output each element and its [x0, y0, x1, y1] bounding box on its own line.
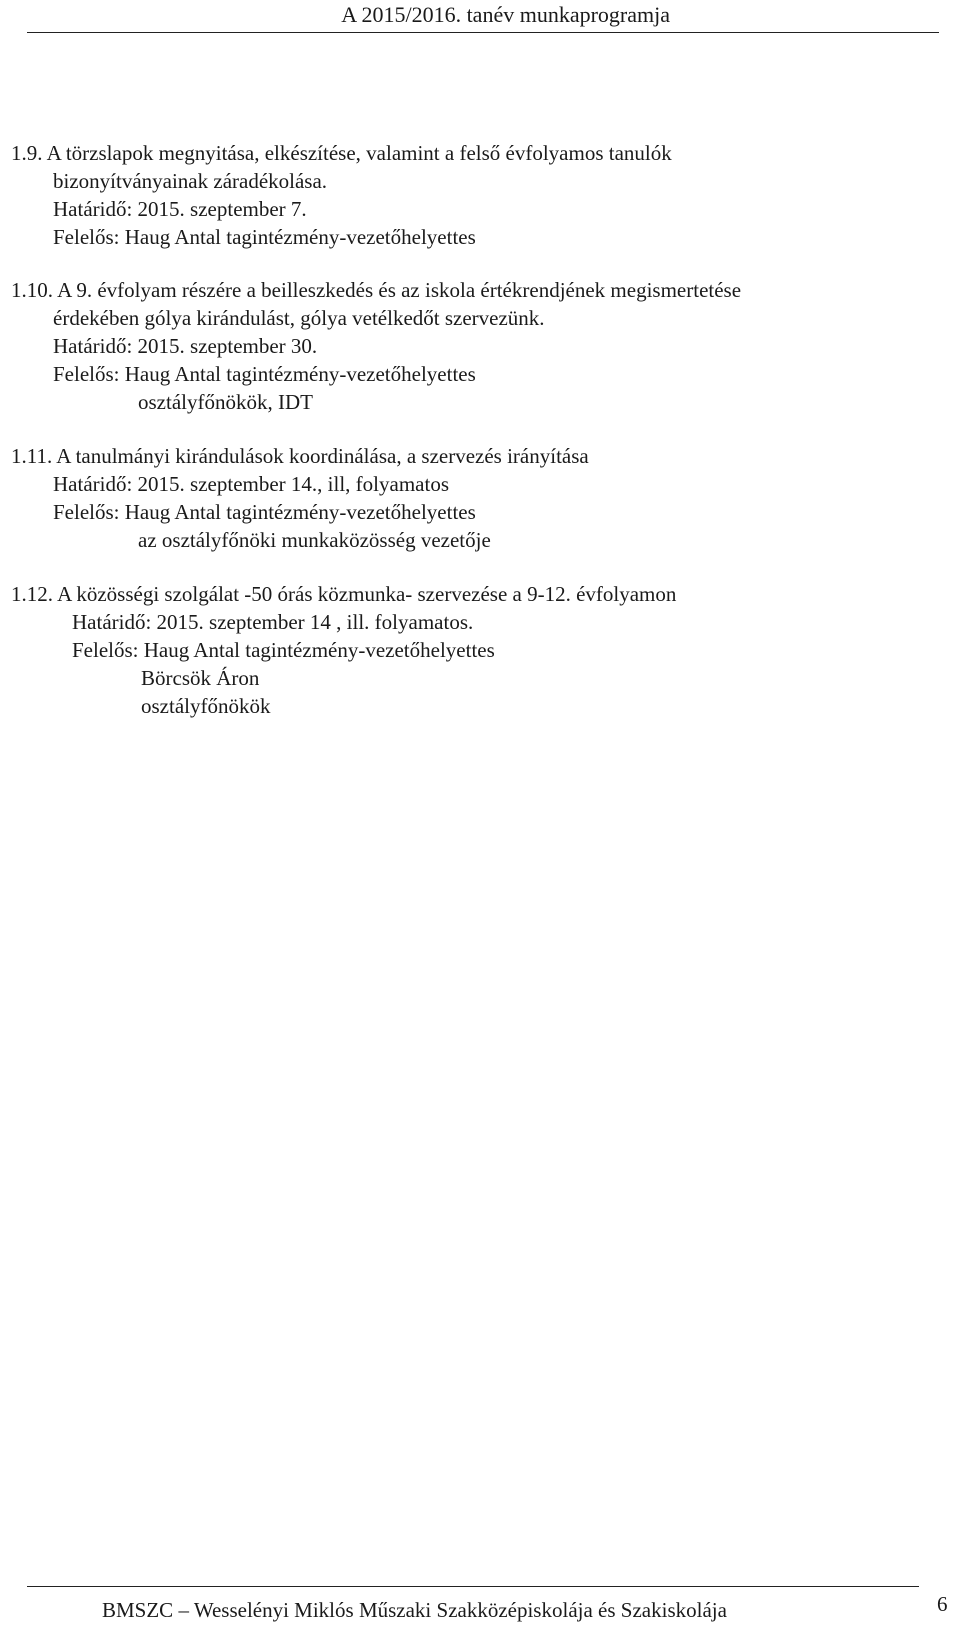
- footer-school-name: BMSZC – Wesselényi Miklós Műszaki Szakközépiskolája és Szakiskolája: [102, 1598, 727, 1622]
- header-title: A 2015/2016. tanév munkaprogramja: [341, 2, 670, 27]
- item-1-11-title: 1.11. A tanulmányi kirándulások koordinálása, a szervezés irányítása: [11, 444, 589, 468]
- item-1-10-responsible: Felelős: Haug Antal tagintézmény-vezetőhelyettes: [53, 362, 476, 386]
- item-1-10-responsible-extra: osztályfőnökök, IDT: [138, 390, 313, 414]
- item-1-11-deadline: Határidő: 2015. szeptember 14., ill, folyamatos: [53, 472, 449, 496]
- item-1-12-title: 1.12. A közösségi szolgálat -50 órás közmunka- szervezése a 9-12. évfolyamon: [11, 582, 677, 606]
- item-1-12-responsible-extra-1: Börcsök Áron: [141, 666, 260, 690]
- page-header: [0, 0, 960, 30]
- item-1-9-responsible: Felelős: Haug Antal tagintézmény-vezetőhelyettes: [53, 225, 476, 249]
- item-1-10-title-cont: érdekében gólya kirándulást, gólya vetélkedőt szervezünk.: [53, 306, 545, 330]
- footer-divider: [27, 1586, 919, 1587]
- item-1-10-deadline: Határidő: 2015. szeptember 30.: [53, 334, 318, 358]
- item-1-11-responsible-extra: az osztályfőnöki munkaközösség vezetője: [138, 528, 491, 552]
- page-number: 6: [937, 1592, 948, 1616]
- item-1-10-title: 1.10. A 9. évfolyam részére a beilleszkedés és az iskola értékrendjének megismertetése: [11, 278, 742, 302]
- item-1-9-title: 1.9. A törzslapok megnyitása, elkészítése, valamint a felső évfolyamos tanulók: [11, 141, 672, 165]
- item-1-12-responsible-extra-2: osztályfőnökök: [141, 694, 271, 718]
- item-1-9-title-cont: bizonyítványainak záradékolása.: [53, 169, 328, 193]
- item-1-12-deadline: Határidő: 2015. szeptember 14 , ill. folyamatos.: [72, 610, 474, 634]
- item-1-11-responsible: Felelős: Haug Antal tagintézmény-vezetőhelyettes: [53, 500, 476, 524]
- item-1-9-deadline: Határidő: 2015. szeptember 7.: [53, 197, 307, 221]
- item-1-12-responsible: Felelős: Haug Antal tagintézmény-vezetőhelyettes: [72, 638, 495, 662]
- header-divider: [27, 32, 939, 33]
